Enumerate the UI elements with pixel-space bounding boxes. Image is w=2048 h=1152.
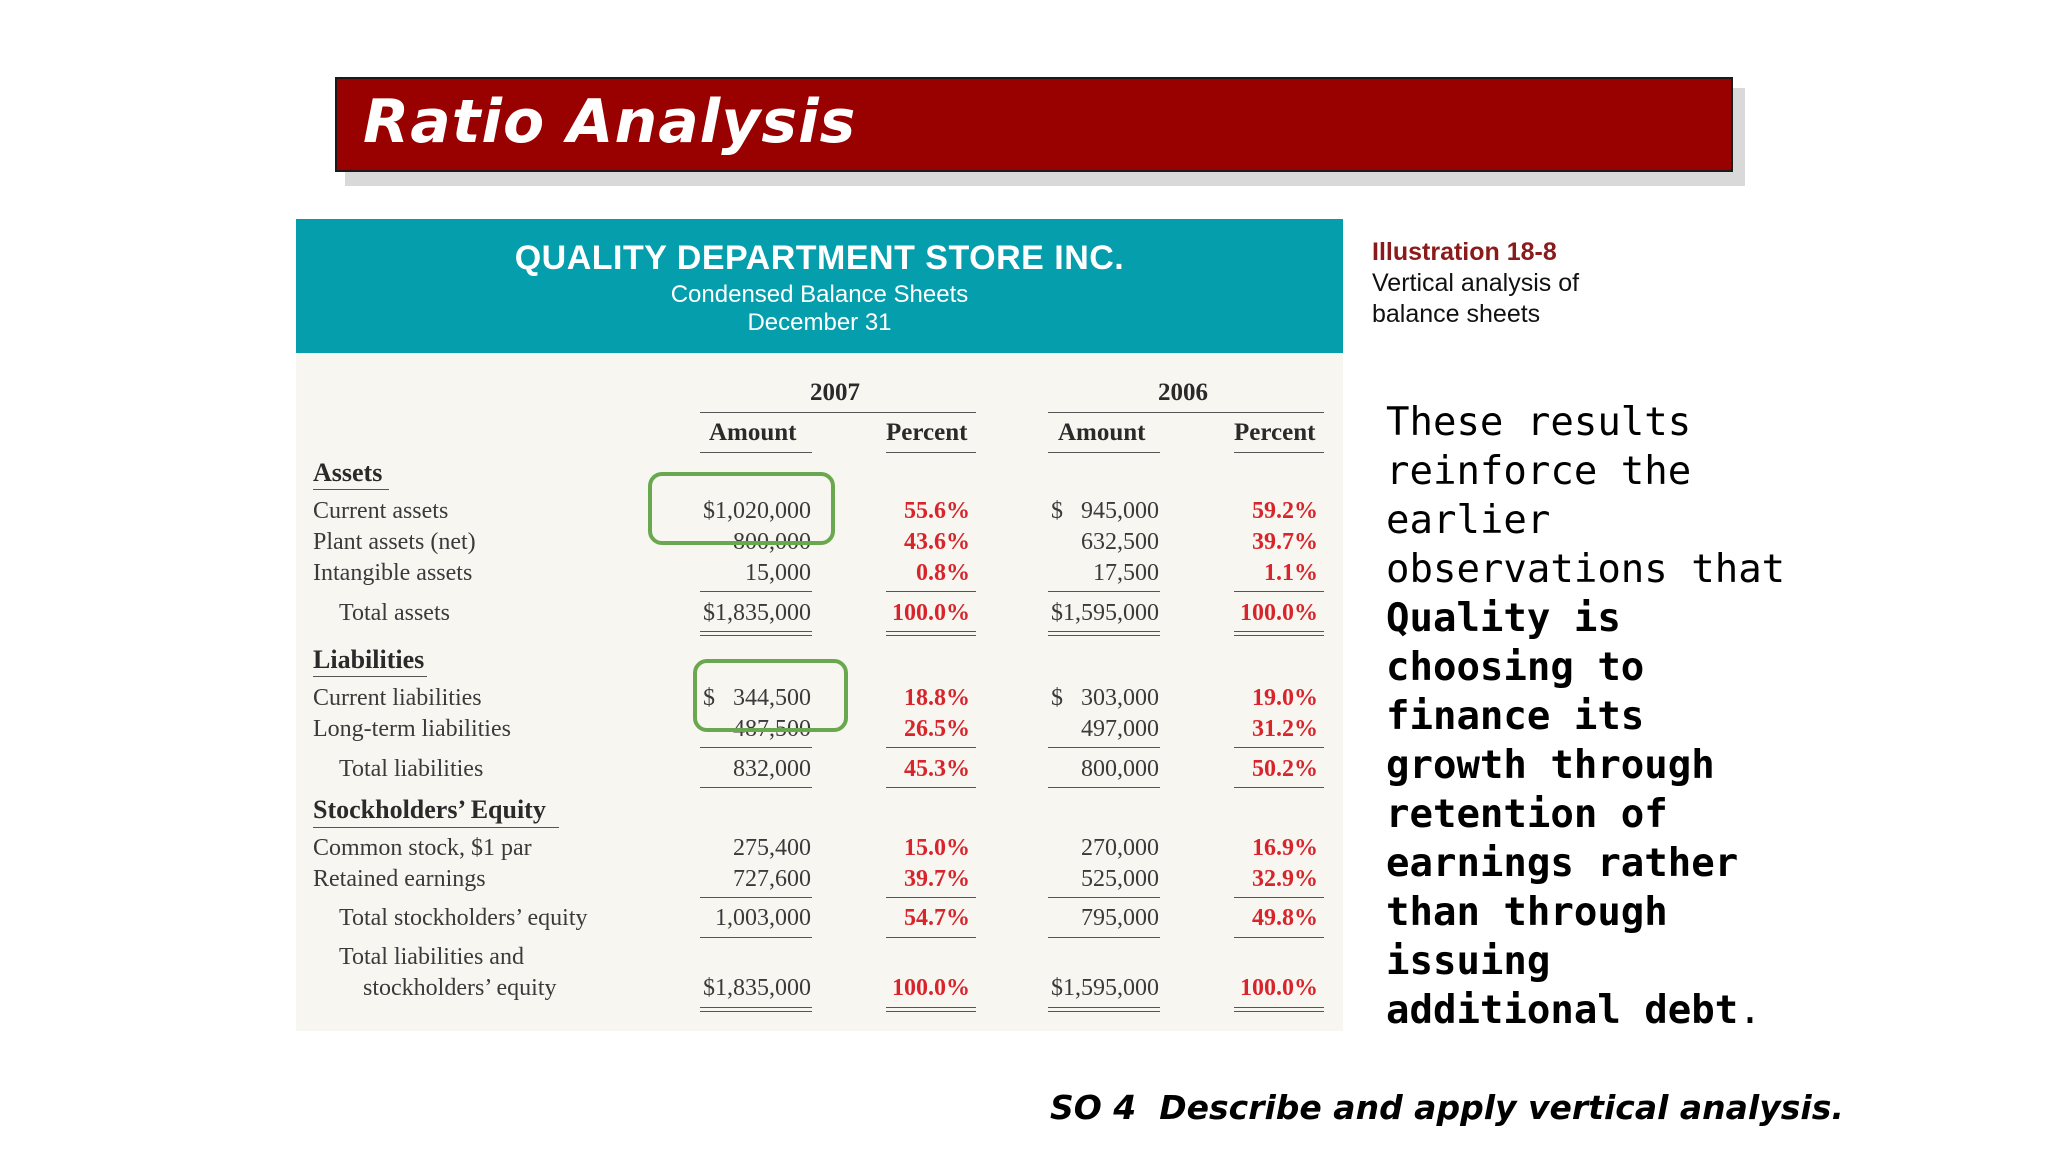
total-double-rule [700, 631, 812, 636]
cell-percent: 19.0% [1252, 685, 1318, 711]
col-percent-2006-rule [1234, 452, 1324, 453]
row-label: Plant assets (net) [313, 529, 476, 555]
row-label: Total liabilities [339, 756, 484, 782]
subtotal-rule [700, 591, 812, 592]
section-liabilities: Liabilities [313, 645, 425, 674]
subtotal-rule [886, 591, 976, 592]
subtotal-rule [700, 897, 812, 898]
row-label: stockholders’ equity [363, 975, 557, 1001]
commentary-text [1386, 398, 1786, 1035]
balance-sheet [296, 219, 1343, 1031]
col-amount-2006-rule [1048, 452, 1160, 453]
subtotal-rule [700, 937, 812, 938]
cell-percent: 100.0% [1240, 975, 1318, 1001]
cell-amount: 795,000 [1081, 905, 1159, 931]
cell-amount: 727,600 [733, 866, 811, 892]
cell-percent: 26.5% [904, 716, 970, 742]
cell-percent: 39.7% [904, 866, 970, 892]
commentary-emphasis: Quality is choosing to finance its growth through retention of earnings rather than through issuing additional debt [1386, 596, 1739, 1033]
company-name: QUALITY DEPARTMENT STORE INC. [514, 239, 1125, 277]
cell-amount: 497,000 [1081, 716, 1159, 742]
row-label: Intangible assets [313, 560, 473, 586]
row-label: Long-term liabilities [313, 716, 511, 742]
cell-amount: $1,595,000 [1051, 975, 1159, 1001]
cell-percent: 100.0% [1240, 600, 1318, 626]
total-double-rule [1234, 1007, 1324, 1012]
year-2007-rule [700, 412, 976, 413]
total-double-rule [1234, 631, 1324, 636]
cell-percent: 43.6% [904, 529, 970, 555]
col-percent-2006: Percent [1234, 419, 1316, 446]
cell-amount: $1,835,000 [703, 600, 811, 626]
total-double-rule [886, 631, 976, 636]
cell-amount: 525,000 [1081, 866, 1159, 892]
section-equity-rule [313, 827, 559, 828]
subtotal-rule [1234, 937, 1324, 938]
cell-percent: 31.2% [1252, 716, 1318, 742]
subtotal-rule [700, 747, 812, 748]
cell-amount: 800,000 [1081, 756, 1159, 782]
section-assets-rule [313, 489, 389, 490]
subtotal-rule [886, 747, 976, 748]
subtotal-rule [700, 787, 812, 788]
col-percent-2007-rule [886, 452, 976, 453]
subtotal-rule [886, 787, 976, 788]
cell-amount: $ 945,000 [1051, 498, 1159, 524]
total-double-rule [1048, 631, 1160, 636]
cell-percent: 1.1% [1264, 560, 1318, 586]
cell-percent: 15.0% [904, 835, 970, 861]
cell-percent: 49.8% [1252, 905, 1318, 931]
subtotal-rule [1048, 591, 1160, 592]
cell-percent: 100.0% [892, 600, 970, 626]
row-label: Retained earnings [313, 866, 486, 892]
subtotal-rule [1234, 747, 1324, 748]
year-2006-rule [1048, 412, 1324, 413]
total-double-rule [700, 1007, 812, 1012]
cell-amount: $1,835,000 [703, 975, 811, 1001]
commentary-part1: These results reinforce the earlier observations that [1386, 400, 1786, 592]
cell-percent: 100.0% [892, 975, 970, 1001]
row-label: Current liabilities [313, 685, 482, 711]
subtotal-rule [1048, 897, 1160, 898]
cell-amount: 632,500 [1081, 529, 1159, 555]
cell-amount: $ 344,500 [703, 685, 811, 711]
subtotal-rule [1048, 937, 1160, 938]
illustration-title: Illustration 18-8 [1372, 238, 1557, 266]
commentary-part3: . [1738, 988, 1762, 1033]
total-double-rule [1048, 1007, 1160, 1012]
cell-percent: 45.3% [904, 756, 970, 782]
col-amount-2006: Amount [1058, 419, 1146, 446]
footer-objective: SO 4 Describe and apply vertical analysis. [1050, 1088, 1844, 1127]
cell-amount: 832,000 [733, 756, 811, 782]
cell-amount: $1,595,000 [1051, 600, 1159, 626]
cell-amount: 275,400 [733, 835, 811, 861]
cell-amount: 1,003,000 [715, 905, 811, 931]
col-amount-2007: Amount [709, 419, 797, 446]
subtotal-rule [1234, 591, 1324, 592]
total-double-rule [886, 1007, 976, 1012]
cell-amount: 15,000 [745, 560, 811, 586]
section-equity: Stockholders’ Equity [313, 795, 546, 824]
row-label: Current assets [313, 498, 449, 524]
subtotal-rule [1048, 787, 1160, 788]
cell-percent: 16.9% [1252, 835, 1318, 861]
cell-percent: 39.7% [1252, 529, 1318, 555]
cell-percent: 32.9% [1252, 866, 1318, 892]
year-2007-header: 2007 [810, 379, 860, 406]
cell-percent: 50.2% [1252, 756, 1318, 782]
row-label: Total stockholders’ equity [339, 905, 588, 931]
row-label: Total assets [339, 600, 450, 626]
subtotal-rule [886, 897, 976, 898]
cell-amount: 270,000 [1081, 835, 1159, 861]
subtotal-rule [1048, 747, 1160, 748]
statement-subtitle: Condensed Balance Sheets [670, 281, 969, 308]
illustration-description: Vertical analysis of balance sheets [1372, 269, 1580, 328]
highlight-current-assets [648, 472, 835, 545]
sheet-header [296, 219, 1343, 353]
subtotal-rule [1234, 787, 1324, 788]
subtotal-rule [1234, 897, 1324, 898]
row-label: Common stock, $1 par [313, 835, 532, 861]
cell-percent: 54.7% [904, 905, 970, 931]
section-assets: Assets [313, 458, 383, 487]
cell-percent: 0.8% [916, 560, 970, 586]
cell-amount: $1,020,000 [703, 498, 811, 524]
title-bar [335, 77, 1733, 172]
cell-amount: 487,500 [733, 716, 811, 742]
highlight-current-liabilities [693, 659, 848, 732]
cell-percent: 59.2% [1252, 498, 1318, 524]
year-2006-header: 2006 [1158, 379, 1208, 406]
cell-amount: $ 303,000 [1051, 685, 1159, 711]
row-label: Total liabilities and [339, 944, 524, 970]
statement-date: December 31 [747, 309, 892, 336]
cell-percent: 55.6% [904, 498, 970, 524]
cell-percent: 18.8% [904, 685, 970, 711]
subtotal-rule [886, 937, 976, 938]
cell-amount: 17,500 [1093, 560, 1159, 586]
slide-title: Ratio Analysis [363, 87, 857, 157]
section-liabilities-rule [313, 676, 427, 677]
col-amount-2007-rule [700, 452, 812, 453]
col-percent-2007: Percent [886, 419, 968, 446]
cell-amount: 800,000 [733, 529, 811, 555]
